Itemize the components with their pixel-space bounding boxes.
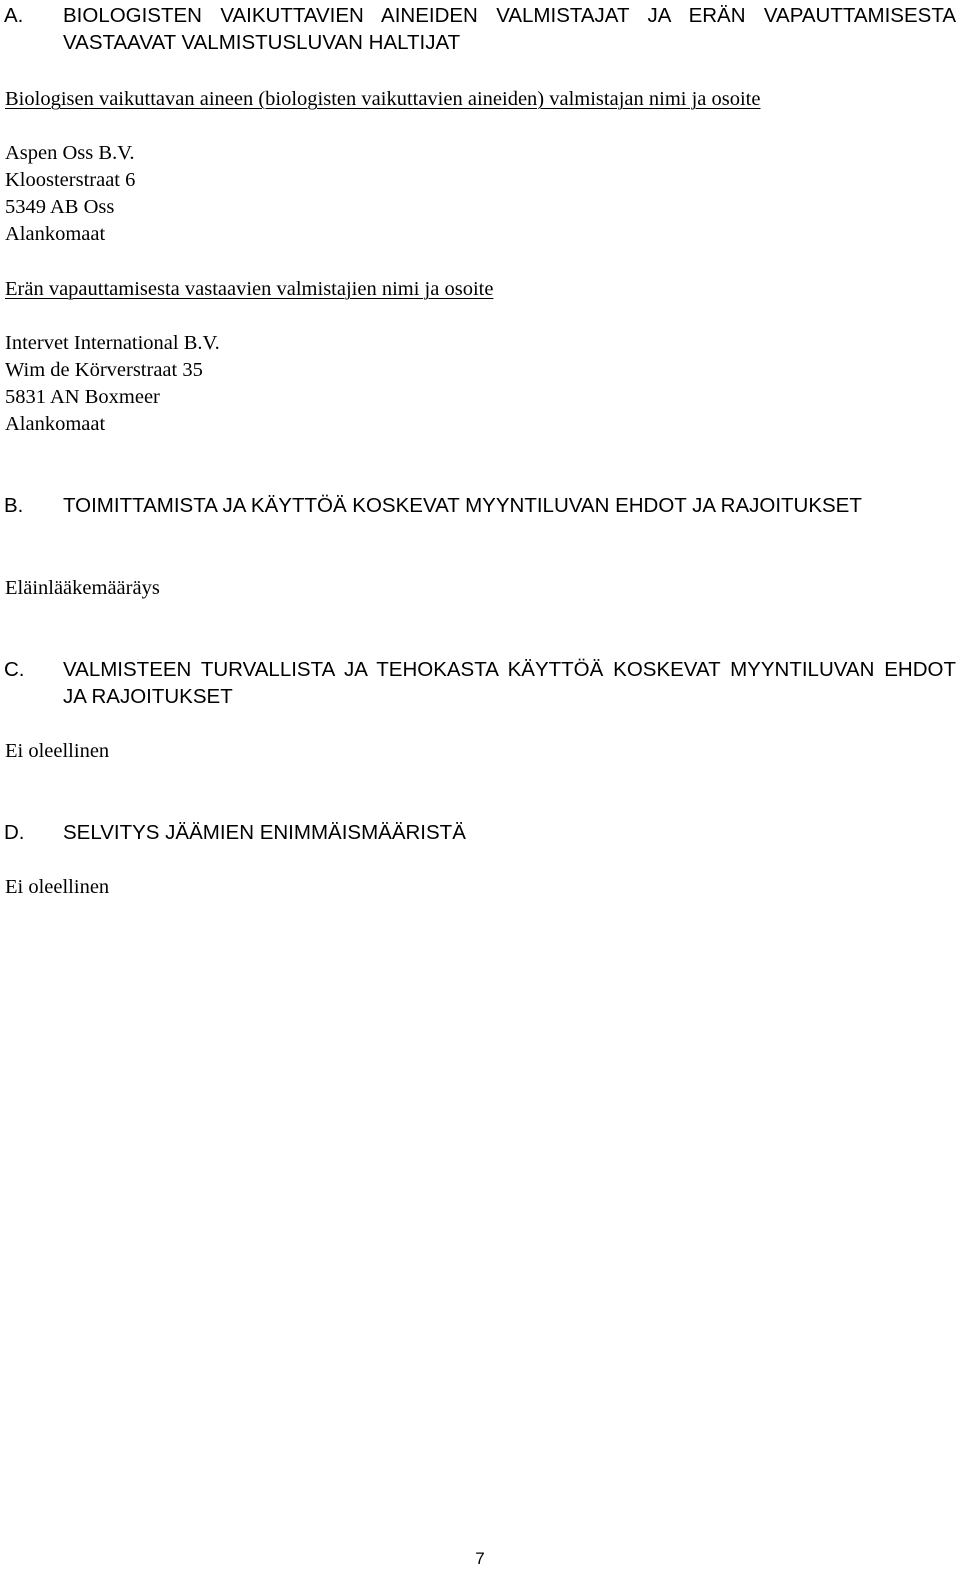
batch-release-manufacturer-postal: 5831 AN Boxmeer: [5, 386, 160, 408]
section-a-letter: A.: [4, 4, 24, 27]
batch-release-manufacturer-country: Alankomaat: [5, 413, 106, 435]
section-d-title: SELVITYS JÄÄMIEN ENIMMÄISMÄÄRISTÄ: [63, 821, 466, 844]
section-c-body: Ei oleellinen: [5, 740, 110, 762]
section-b-letter: B.: [4, 494, 24, 517]
batch-release-manufacturer-name: Intervet International B.V.: [5, 332, 220, 354]
active-substance-manufacturer-country: Alankomaat: [5, 223, 106, 245]
active-substance-manufacturer-street: Kloosterstraat 6: [5, 169, 136, 191]
section-c-letter: C.: [4, 658, 25, 681]
section-c-title: VALMISTEEN TURVALLISTA JA TEHOKASTA KÄYTTÖÄ KOSKEVAT MYYNTILUVAN EHDOT JA RAJOITUKSET: [63, 658, 956, 708]
page-number: 7: [475, 1549, 485, 1568]
batch-release-manufacturer-heading: Erän vapauttamisesta vastaavien valmistajien nimi ja osoite: [5, 278, 494, 300]
section-b-body: Eläinlääkemääräys: [5, 577, 160, 599]
section-d-body: Ei oleellinen: [5, 876, 110, 898]
batch-release-manufacturer-street: Wim de Körverstraat 35: [5, 359, 203, 381]
active-substance-manufacturer-postal: 5349 AB Oss: [5, 196, 115, 218]
section-a-title: BIOLOGISTEN VAIKUTTAVIEN AINEIDEN VALMISTAJAT JA ERÄN VAPAUTTAMISESTA VASTAAVAT VALMISTUSLUVAN HALTIJAT: [63, 4, 956, 54]
section-d-letter: D.: [4, 821, 25, 844]
section-b-title: TOIMITTAMISTA JA KÄYTTÖÄ KOSKEVAT MYYNTILUVAN EHDOT JA RAJOITUKSET: [63, 494, 862, 517]
active-substance-manufacturer-heading: Biologisen vaikuttavan aineen (biologisten vaikuttavien aineiden) valmistajan nimi ja osoite: [5, 88, 761, 110]
active-substance-manufacturer-name: Aspen Oss B.V.: [5, 142, 135, 164]
